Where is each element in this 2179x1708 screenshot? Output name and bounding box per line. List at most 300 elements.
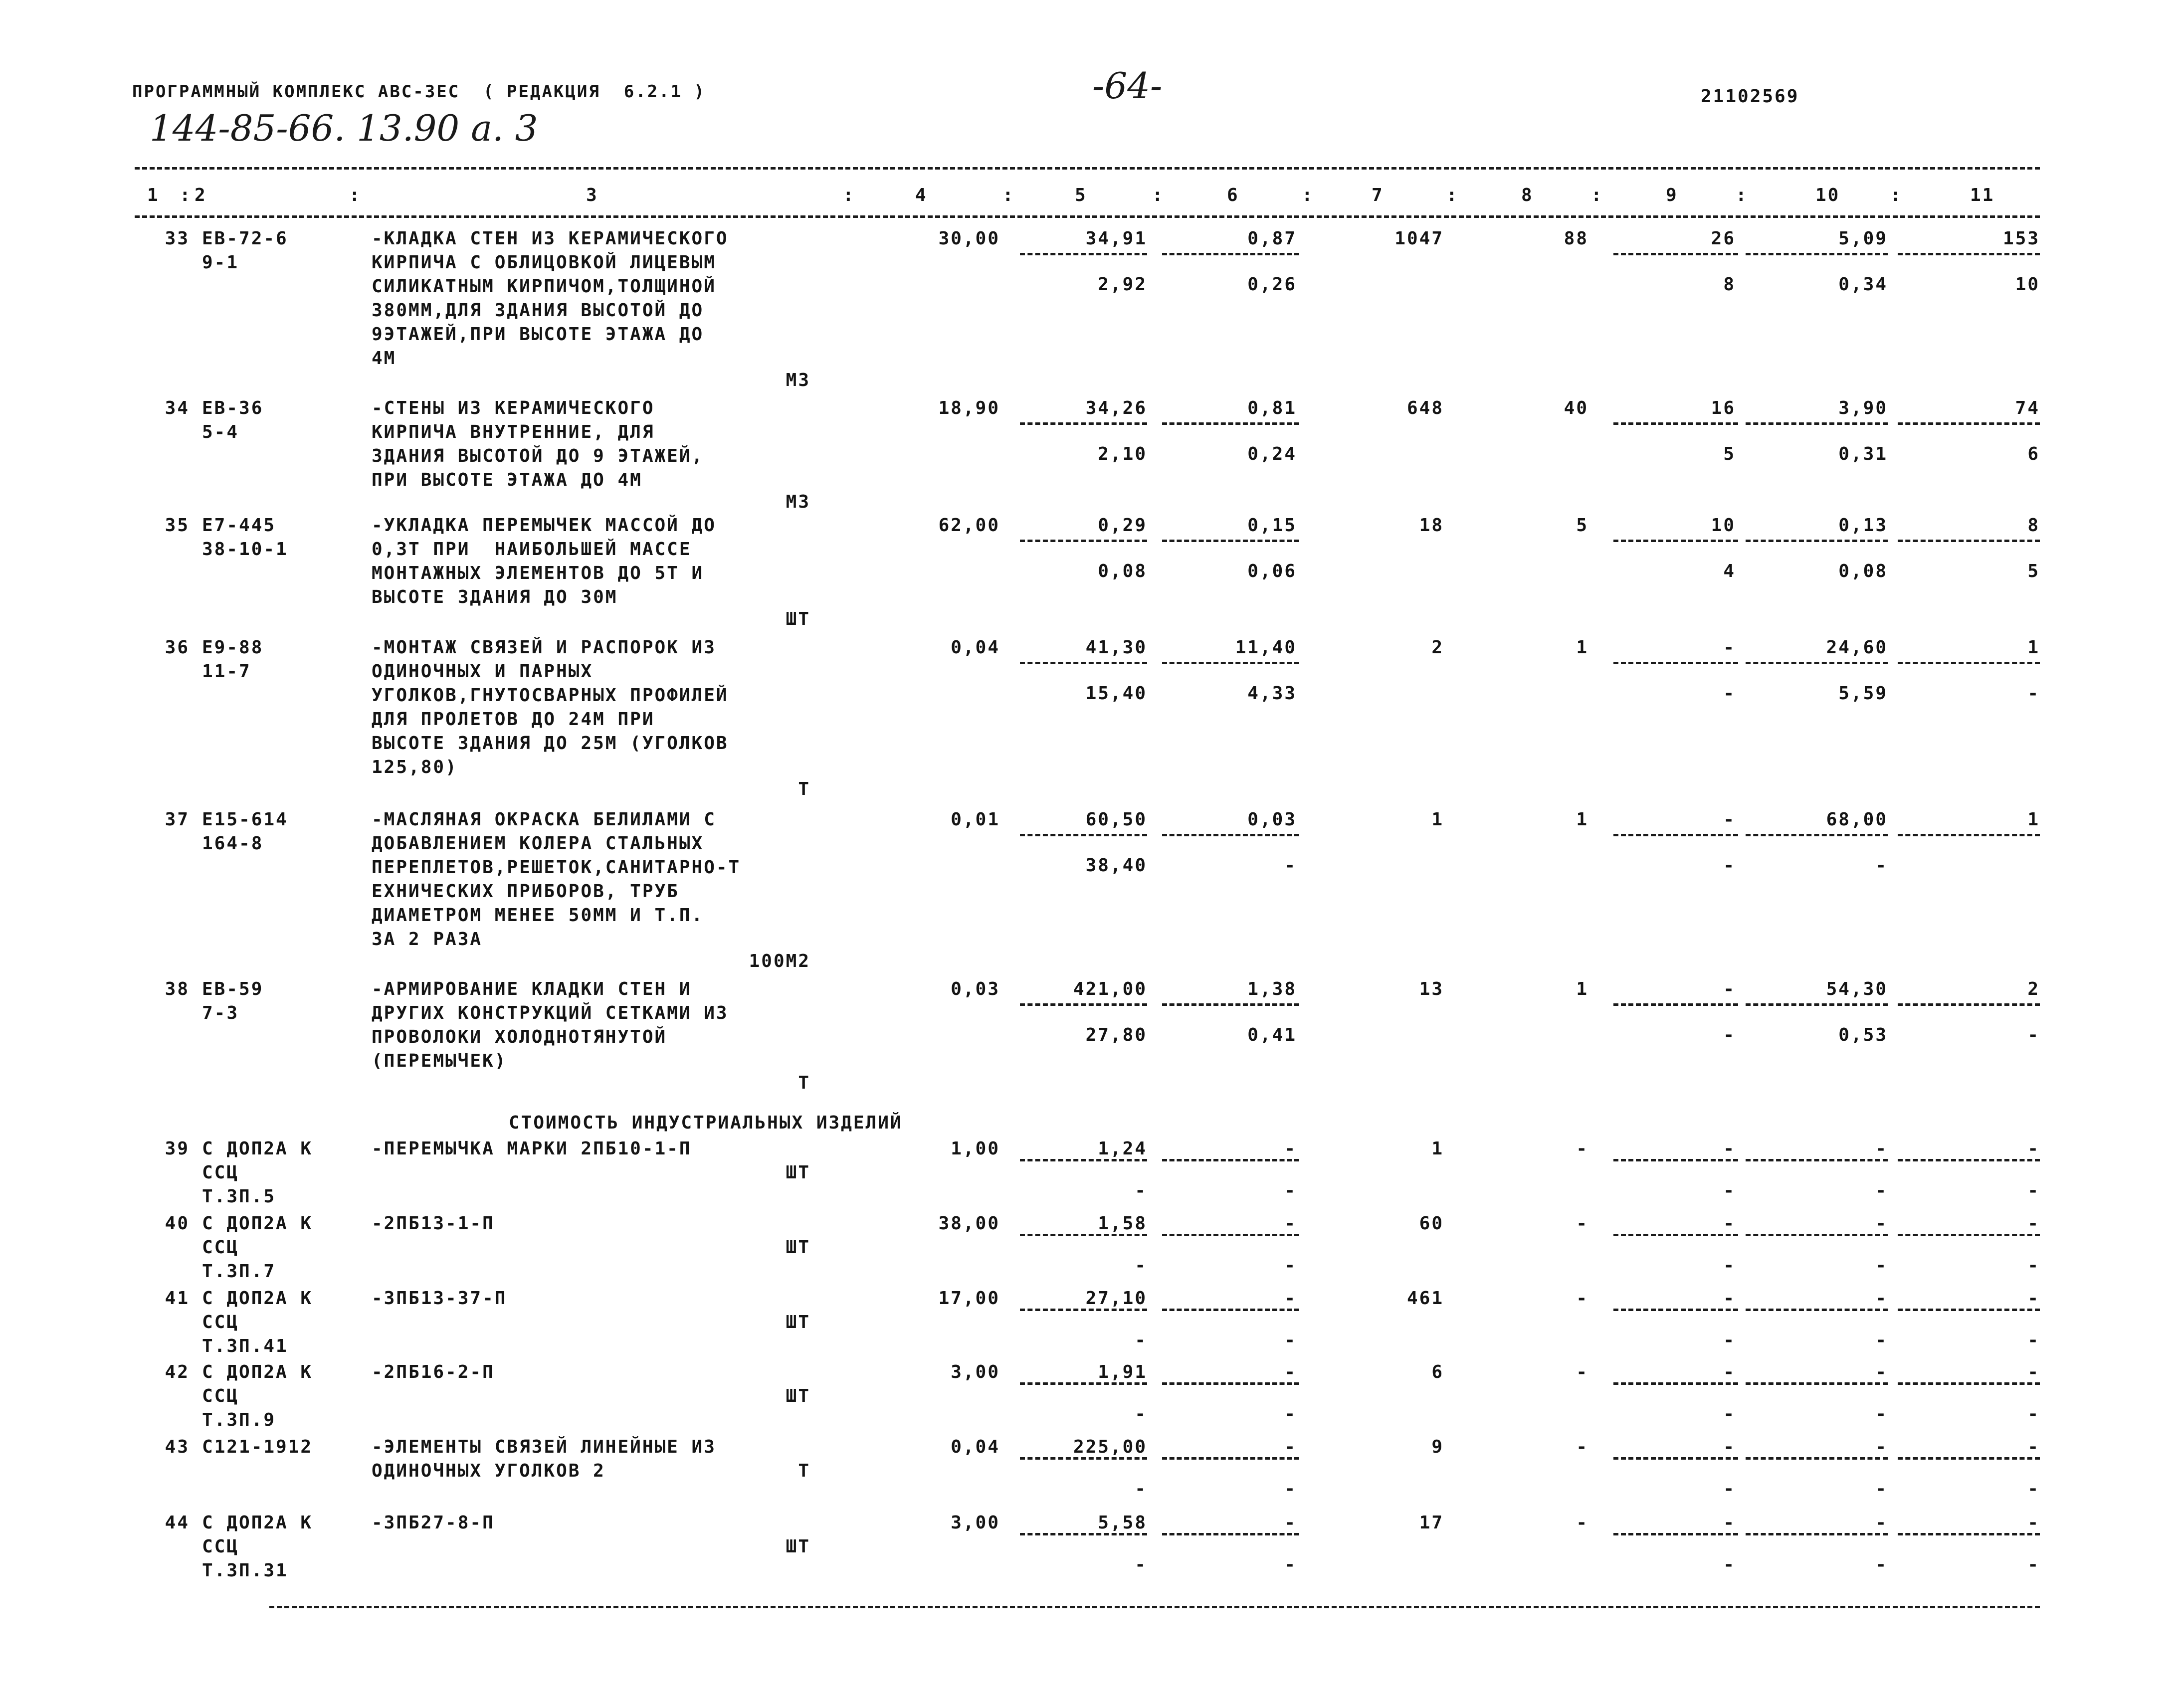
cell-c11-top: 74 xyxy=(2015,398,2040,418)
column-header-7: 7 xyxy=(1372,185,1384,205)
cell-divider-rule xyxy=(1020,253,1147,255)
cell-c8: - xyxy=(1576,1213,1588,1234)
cell-divider-rule xyxy=(1898,1382,2040,1385)
cell-divider-rule xyxy=(1162,1533,1299,1535)
cell-c5-bottom: 38,40 xyxy=(1085,855,1147,876)
cell-c6-bottom: 0,41 xyxy=(1247,1025,1297,1045)
cell-c6-bottom: 4,33 xyxy=(1247,683,1297,704)
column-separator: : xyxy=(1152,185,1165,205)
cell-c10-top: 54,30 xyxy=(1826,979,1888,999)
cell-c7: 13 xyxy=(1419,979,1444,999)
row-code: ЕВ-72-6 xyxy=(202,228,288,249)
cell-c9-bottom: - xyxy=(1723,1479,1736,1499)
cell-c11-top: - xyxy=(2027,1513,2040,1533)
row-description: ПЕРЕПЛЕТОВ,РЕШЕТОК,САНИТАРНО-Т xyxy=(372,857,741,878)
row-number: 44 xyxy=(165,1513,190,1533)
cell-divider-rule xyxy=(1162,1457,1299,1460)
cell-c10-top: - xyxy=(1875,1513,1888,1533)
row-description: -2ПБ16-2-П xyxy=(372,1362,495,1382)
cell-c11-bottom: 10 xyxy=(2015,274,2040,295)
row-code: Т.3П.5 xyxy=(202,1186,276,1207)
cell-c10-top: - xyxy=(1875,1437,1888,1457)
cell-c9-top: 16 xyxy=(1711,398,1736,418)
cell-c5-top: 1,58 xyxy=(1098,1213,1147,1234)
cell-divider-rule xyxy=(1613,1533,1738,1535)
unit-of-measure: М3 xyxy=(786,370,810,390)
page-number: -64- xyxy=(1092,65,1163,107)
row-description: ПРОВОЛОКИ ХОЛОДНОТЯНУТОЙ xyxy=(372,1027,667,1047)
cell-c10-top: 0,13 xyxy=(1838,515,1888,536)
cell-divider-rule xyxy=(1898,1309,2040,1311)
row-description: ВЫСОТЕ ЗДАНИЯ ДО 25М (УГОЛКОВ xyxy=(372,733,729,754)
row-code: Т.3П.31 xyxy=(202,1560,288,1581)
cell-c8: - xyxy=(1576,1288,1588,1309)
cell-c11-bottom: - xyxy=(2027,1025,2040,1045)
cell-c6-top: - xyxy=(1284,1437,1297,1457)
cell-c11-top: - xyxy=(2027,1139,2040,1159)
unit-of-measure: ШТ xyxy=(786,1312,810,1332)
quantity-value: 0,01 xyxy=(951,809,1000,830)
row-number: 38 xyxy=(165,979,190,999)
cell-divider-rule xyxy=(1898,1533,2040,1535)
cell-divider-rule xyxy=(1898,1003,2040,1006)
cell-c6-bottom: - xyxy=(1284,1330,1297,1350)
cell-divider-rule xyxy=(1746,1309,1888,1311)
cell-divider-rule xyxy=(1613,1309,1738,1311)
cell-c9-bottom: - xyxy=(1723,1404,1736,1424)
cell-c5-bottom: - xyxy=(1135,1479,1147,1499)
row-description: УГОЛКОВ,ГНУТОСВАРНЫХ ПРОФИЛЕЙ xyxy=(372,685,729,706)
cell-c8: 1 xyxy=(1576,809,1588,830)
row-description: -КЛАДКА СТЕН ИЗ КЕРАМИЧЕСКОГО xyxy=(372,228,729,249)
cell-c10-bottom: - xyxy=(1875,1554,1888,1575)
column-header-6: 6 xyxy=(1227,185,1239,205)
cell-c9-top: - xyxy=(1723,1362,1736,1382)
cell-c6-top: - xyxy=(1284,1213,1297,1234)
column-separator: : xyxy=(1302,185,1314,205)
row-description: 4М xyxy=(372,348,396,369)
cell-divider-rule xyxy=(1746,1234,1888,1236)
cell-divider-rule xyxy=(1613,1457,1738,1460)
cell-c10-top: 5,09 xyxy=(1838,228,1888,249)
column-header-11: 11 xyxy=(1970,185,1995,205)
cell-c10-top: - xyxy=(1875,1139,1888,1159)
cell-divider-rule xyxy=(1162,1003,1299,1006)
cell-c9-top: - xyxy=(1723,979,1736,999)
cell-divider-rule xyxy=(1746,540,1888,542)
row-number: 40 xyxy=(165,1213,190,1234)
row-number: 42 xyxy=(165,1362,190,1382)
cell-c10-bottom: - xyxy=(1875,1404,1888,1424)
cell-divider-rule xyxy=(1898,662,2040,664)
row-description: (ПЕРЕМЫЧЕК) xyxy=(372,1051,507,1071)
cell-c6-bottom: - xyxy=(1284,1479,1297,1499)
cell-divider-rule xyxy=(1613,1159,1738,1161)
document-code: 21102569 xyxy=(1701,86,1799,107)
cell-c5-top: 41,30 xyxy=(1085,637,1147,658)
cell-c5-top: 34,26 xyxy=(1085,398,1147,418)
row-description: -СТЕНЫ ИЗ КЕРАМИЧЕСКОГО xyxy=(372,398,655,418)
cell-c5-bottom: - xyxy=(1135,1180,1147,1201)
cell-c11-bottom: - xyxy=(2027,1180,2040,1201)
cell-divider-rule xyxy=(1020,1382,1147,1385)
row-code: ССЦ xyxy=(202,1162,239,1183)
cell-c5-top: 27,10 xyxy=(1085,1288,1147,1309)
header-bottom-rule xyxy=(135,215,2040,218)
cell-c8: 88 xyxy=(1564,228,1588,249)
cell-c6-top: 0,03 xyxy=(1247,809,1297,830)
cell-c7: 9 xyxy=(1431,1437,1444,1457)
cell-c9-bottom: 4 xyxy=(1723,561,1736,581)
row-code: ССЦ xyxy=(202,1237,239,1258)
row-number: 35 xyxy=(165,515,190,536)
cell-c6-bottom: - xyxy=(1284,855,1297,876)
cell-c5-top: 5,58 xyxy=(1098,1513,1147,1533)
cell-divider-rule xyxy=(1162,1382,1299,1385)
cell-c8: - xyxy=(1576,1513,1588,1533)
cell-divider-rule xyxy=(1613,662,1738,664)
cell-c11-top: - xyxy=(2027,1288,2040,1309)
cell-c5-bottom: 15,40 xyxy=(1085,683,1147,704)
cell-c5-bottom: 0,08 xyxy=(1098,561,1147,581)
cell-c6-top: - xyxy=(1284,1139,1297,1159)
cell-c6-bottom: 0,26 xyxy=(1247,274,1297,295)
cell-c7: 648 xyxy=(1406,398,1444,418)
unit-of-measure: ШТ xyxy=(786,609,810,629)
row-description: ДОБАВЛЕНИЕМ КОЛЕРА СТАЛЬНЫХ xyxy=(372,833,704,854)
cell-divider-rule xyxy=(1020,662,1147,664)
row-code: Е15-614 xyxy=(202,809,288,830)
cell-c5-top: 60,50 xyxy=(1085,809,1147,830)
cell-c11-bottom: - xyxy=(2027,1255,2040,1276)
row-code: С ДОП2А К xyxy=(202,1213,313,1234)
cell-c8: - xyxy=(1576,1362,1588,1382)
row-code: С121-1912 xyxy=(202,1437,313,1457)
cell-c9-top: - xyxy=(1723,1139,1736,1159)
cell-divider-rule xyxy=(1898,540,2040,542)
cell-divider-rule xyxy=(1613,1382,1738,1385)
cell-c5-bottom: - xyxy=(1135,1255,1147,1276)
cell-c11-top: 153 xyxy=(2002,228,2040,249)
row-code: С ДОП2А К xyxy=(202,1513,313,1533)
cell-c6-bottom: - xyxy=(1284,1554,1297,1575)
cell-divider-rule xyxy=(1020,1003,1147,1006)
cell-c11-bottom: 6 xyxy=(2027,444,2040,464)
cell-divider-rule xyxy=(1613,834,1738,836)
cell-c9-top: - xyxy=(1723,1437,1736,1457)
row-code: 164-8 xyxy=(202,833,264,854)
row-code: ЕВ-59 xyxy=(202,979,264,999)
cell-c10-bottom: - xyxy=(1875,1479,1888,1499)
cell-c6-top: 0,81 xyxy=(1247,398,1297,418)
unit-of-measure: ШТ xyxy=(786,1162,810,1183)
cell-c10-top: 24,60 xyxy=(1826,637,1888,658)
column-separator: : xyxy=(1591,185,1603,205)
row-code: ССЦ xyxy=(202,1536,239,1557)
cell-divider-rule xyxy=(1613,422,1738,425)
row-description: ЗА 2 РАЗА xyxy=(372,929,483,949)
cell-c7: 461 xyxy=(1406,1288,1444,1309)
cell-c7: 1 xyxy=(1431,1139,1444,1159)
column-separator: : xyxy=(1446,185,1459,205)
row-code: 38-10-1 xyxy=(202,539,288,560)
cell-c10-bottom: - xyxy=(1875,855,1888,876)
cell-c9-top: - xyxy=(1723,1288,1736,1309)
unit-of-measure: Т xyxy=(798,1461,810,1481)
cell-c6-top: 1,38 xyxy=(1247,979,1297,999)
cell-divider-rule xyxy=(1613,1234,1738,1236)
row-description: ПРИ ВЫСОТЕ ЭТАЖА ДО 4М xyxy=(372,470,642,490)
unit-of-measure: 100М2 xyxy=(749,951,810,971)
row-code: Т.3П.7 xyxy=(202,1261,276,1282)
cell-divider-rule xyxy=(1746,1533,1888,1535)
cell-divider-rule xyxy=(1020,1234,1147,1236)
quantity-value: 62,00 xyxy=(938,515,1000,536)
cell-divider-rule xyxy=(1746,422,1888,425)
row-code: Е7-445 xyxy=(202,515,276,536)
cell-c9-bottom: - xyxy=(1723,1255,1736,1276)
column-header-5: 5 xyxy=(1075,185,1087,205)
table-bottom-rule xyxy=(269,1606,2040,1608)
cell-c6-bottom: - xyxy=(1284,1255,1297,1276)
cell-c5-top: 1,91 xyxy=(1098,1362,1147,1382)
cell-c10-bottom: - xyxy=(1875,1180,1888,1201)
row-code: 7-3 xyxy=(202,1003,239,1023)
row-number: 36 xyxy=(165,637,190,658)
row-number: 34 xyxy=(165,398,190,418)
cell-c11-bottom: - xyxy=(2027,1554,2040,1575)
cell-divider-rule xyxy=(1613,540,1738,542)
cell-divider-rule xyxy=(1746,1003,1888,1006)
cell-c8: - xyxy=(1576,1139,1588,1159)
row-description: -2ПБ13-1-П xyxy=(372,1213,495,1234)
column-header-10: 10 xyxy=(1815,185,1840,205)
cell-divider-rule xyxy=(1020,834,1147,836)
cell-c9-top: - xyxy=(1723,1213,1736,1234)
program-title: ПРОГРАММНЫЙ КОМПЛЕКС АВС-ЗЕС ( РЕДАКЦИЯ 6.2.1 ) xyxy=(132,82,706,102)
cell-divider-rule xyxy=(1020,1533,1147,1535)
cell-c7: 18 xyxy=(1419,515,1444,536)
row-code: ССЦ xyxy=(202,1312,239,1332)
cell-divider-rule xyxy=(1613,1003,1738,1006)
cell-c7: 6 xyxy=(1431,1362,1444,1382)
cell-c5-top: 34,91 xyxy=(1085,228,1147,249)
cell-c8: - xyxy=(1576,1437,1588,1457)
cell-c6-top: 0,87 xyxy=(1247,228,1297,249)
cell-c10-top: - xyxy=(1875,1213,1888,1234)
row-description: -МАСЛЯНАЯ ОКРАСКА БЕЛИЛАМИ С xyxy=(372,809,716,830)
cell-c6-bottom: 0,24 xyxy=(1247,444,1297,464)
cell-c11-bottom: - xyxy=(2027,1330,2040,1350)
row-description: ДРУГИХ КОНСТРУКЦИЙ СЕТКАМИ ИЗ xyxy=(372,1003,729,1023)
cell-c6-bottom: - xyxy=(1284,1180,1297,1201)
cell-c7: 1047 xyxy=(1394,228,1444,249)
quantity-value: 3,00 xyxy=(951,1362,1000,1382)
cell-c10-top: - xyxy=(1875,1288,1888,1309)
header-top-rule xyxy=(135,167,2040,170)
cell-divider-rule xyxy=(1162,422,1299,425)
cell-c9-top: 10 xyxy=(1711,515,1736,536)
cell-c8: 5 xyxy=(1576,515,1588,536)
cell-c8: 40 xyxy=(1564,398,1588,418)
cell-divider-rule xyxy=(1746,1457,1888,1460)
cell-c6-bottom: - xyxy=(1284,1404,1297,1424)
document-reference: 144-85-66. 13.90 a. 3 xyxy=(150,107,538,149)
quantity-value: 18,90 xyxy=(938,398,1000,418)
row-description: ДЛЯ ПРОЛЕТОВ ДО 24М ПРИ xyxy=(372,709,655,730)
row-code: С ДОП2А К xyxy=(202,1139,313,1159)
row-description: -МОНТАЖ СВЯЗЕЙ И РАСПОРОК ИЗ xyxy=(372,637,716,658)
column-separator: : xyxy=(180,185,192,205)
row-code: 11-7 xyxy=(202,661,251,682)
cell-c8: 1 xyxy=(1576,979,1588,999)
quantity-value: 0,03 xyxy=(951,979,1000,999)
row-code: С ДОП2А К xyxy=(202,1362,313,1382)
row-description: ОДИНОЧНЫХ УГОЛКОВ 2 xyxy=(372,1461,605,1481)
cell-c11-top: 1 xyxy=(2027,809,2040,830)
cell-divider-rule xyxy=(1898,1457,2040,1460)
row-description: -3ПБ13-37-П xyxy=(372,1288,507,1309)
unit-of-measure: М3 xyxy=(786,492,810,512)
row-description: 125,80) xyxy=(372,757,458,777)
cell-c9-bottom: - xyxy=(1723,1180,1736,1201)
cell-c10-bottom: 0,53 xyxy=(1838,1025,1888,1045)
column-separator: : xyxy=(1890,185,1903,205)
cell-c5-bottom: 27,80 xyxy=(1085,1025,1147,1045)
cell-c9-bottom: - xyxy=(1723,1330,1736,1350)
column-header-2: 2 xyxy=(195,185,207,205)
cell-c6-top: - xyxy=(1284,1288,1297,1309)
cell-c11-bottom: - xyxy=(2027,1479,2040,1499)
quantity-value: 38,00 xyxy=(938,1213,1000,1234)
row-number: 39 xyxy=(165,1139,190,1159)
row-description: 380ММ,ДЛЯ ЗДАНИЯ ВЫСОТОЙ ДО xyxy=(372,300,704,321)
cell-c9-top: - xyxy=(1723,809,1736,830)
cell-c5-bottom: - xyxy=(1135,1554,1147,1575)
row-description: ВЫСОТЕ ЗДАНИЯ ДО 30М xyxy=(372,587,618,607)
unit-of-measure: ШТ xyxy=(786,1536,810,1557)
cell-c9-bottom: 5 xyxy=(1723,444,1736,464)
row-description: -АРМИРОВАНИЕ КЛАДКИ СТЕН И xyxy=(372,979,692,999)
cell-c11-top: - xyxy=(2027,1213,2040,1234)
cell-c8: 1 xyxy=(1576,637,1588,658)
cell-c5-top: 0,29 xyxy=(1098,515,1147,536)
cell-c10-bottom: - xyxy=(1875,1255,1888,1276)
cell-divider-rule xyxy=(1746,1382,1888,1385)
cell-c11-top: - xyxy=(2027,1437,2040,1457)
row-code: Е9-88 xyxy=(202,637,264,658)
row-description: -УКЛАДКА ПЕРЕМЫЧЕК МАССОЙ ДО xyxy=(372,515,716,536)
column-header-8: 8 xyxy=(1521,185,1534,205)
quantity-value: 3,00 xyxy=(951,1513,1000,1533)
cell-c6-bottom: 0,06 xyxy=(1247,561,1297,581)
cell-c10-bottom: 0,08 xyxy=(1838,561,1888,581)
cell-c5-top: 421,00 xyxy=(1073,979,1147,999)
cell-divider-rule xyxy=(1746,662,1888,664)
row-description: КИРПИЧА ВНУТРЕННИЕ, ДЛЯ xyxy=(372,422,655,442)
cell-divider-rule xyxy=(1162,253,1299,255)
cell-c7: 60 xyxy=(1419,1213,1444,1234)
cell-divider-rule xyxy=(1746,1159,1888,1161)
row-description: КИРПИЧА С ОБЛИЦОВКОЙ ЛИЦЕВЫМ xyxy=(372,252,716,273)
row-code: 5-4 xyxy=(202,422,239,442)
cell-c10-top: 68,00 xyxy=(1826,809,1888,830)
section-title: СТОИМОСТЬ ИНДУСТРИАЛЬНЫХ ИЗДЕЛИЙ xyxy=(509,1113,903,1133)
cell-c11-top: 8 xyxy=(2027,515,2040,536)
cell-c11-top: 2 xyxy=(2027,979,2040,999)
cell-c5-bottom: 2,92 xyxy=(1098,274,1147,295)
row-description: ДИАМЕТРОМ МЕНЕЕ 50ММ И Т.П. xyxy=(372,905,704,926)
cell-c5-bottom: 2,10 xyxy=(1098,444,1147,464)
cell-c5-bottom: - xyxy=(1135,1330,1147,1350)
row-description: ЗДАНИЯ ВЫСОТОЙ ДО 9 ЭТАЖЕЙ, xyxy=(372,446,704,466)
row-description: -ЭЛЕМЕНТЫ СВЯЗЕЙ ЛИНЕЙНЫЕ ИЗ xyxy=(372,1437,716,1457)
column-header-9: 9 xyxy=(1666,185,1678,205)
row-code: Т.3П.9 xyxy=(202,1410,276,1430)
cell-c11-bottom: - xyxy=(2027,1404,2040,1424)
cell-c9-bottom: 8 xyxy=(1723,274,1736,295)
row-number: 41 xyxy=(165,1288,190,1309)
cell-c6-top: - xyxy=(1284,1513,1297,1533)
cell-divider-rule xyxy=(1020,422,1147,425)
row-code: ССЦ xyxy=(202,1386,239,1406)
row-description: -ПЕРЕМЫЧКА МАРКИ 2ПБ10-1-П xyxy=(372,1139,692,1159)
unit-of-measure: ШТ xyxy=(786,1237,810,1258)
row-number: 33 xyxy=(165,228,190,249)
row-description: -3ПБ27-8-П xyxy=(372,1513,495,1533)
cell-divider-rule xyxy=(1898,1234,2040,1236)
quantity-value: 1,00 xyxy=(951,1139,1000,1159)
cell-c5-top: 1,24 xyxy=(1098,1139,1147,1159)
cell-c11-top: 1 xyxy=(2027,637,2040,658)
cell-divider-rule xyxy=(1020,1457,1147,1460)
cell-c5-top: 225,00 xyxy=(1073,1437,1147,1457)
row-description: 9ЭТАЖЕЙ,ПРИ ВЫСОТЕ ЭТАЖА ДО xyxy=(372,324,704,345)
cell-c9-bottom: - xyxy=(1723,1025,1736,1045)
cell-c7: 2 xyxy=(1431,637,1444,658)
quantity-value: 0,04 xyxy=(951,637,1000,658)
cell-divider-rule xyxy=(1162,834,1299,836)
cell-c9-top: 26 xyxy=(1711,228,1736,249)
column-separator: : xyxy=(843,185,855,205)
cell-divider-rule xyxy=(1613,253,1738,255)
cell-c7: 1 xyxy=(1431,809,1444,830)
quantity-value: 17,00 xyxy=(938,1288,1000,1309)
cell-divider-rule xyxy=(1898,253,2040,255)
cell-divider-rule xyxy=(1020,1159,1147,1161)
row-code: Т.3П.41 xyxy=(202,1336,288,1356)
cell-c9-top: - xyxy=(1723,1513,1736,1533)
cell-divider-rule xyxy=(1162,1159,1299,1161)
row-description: СИЛИКАТНЫМ КИРПИЧОМ,ТОЛЩИНОЙ xyxy=(372,276,716,297)
unit-of-measure: Т xyxy=(798,779,810,799)
cell-divider-rule xyxy=(1898,834,2040,836)
cell-c10-top: - xyxy=(1875,1362,1888,1382)
cell-divider-rule xyxy=(1898,422,2040,425)
quantity-value: 0,04 xyxy=(951,1437,1000,1457)
row-number: 43 xyxy=(165,1437,190,1457)
column-separator: : xyxy=(1002,185,1015,205)
cell-c11-bottom: 5 xyxy=(2027,561,2040,581)
cell-c9-bottom: - xyxy=(1723,683,1736,704)
cell-c9-bottom: - xyxy=(1723,1554,1736,1575)
cell-c6-top: 0,15 xyxy=(1247,515,1297,536)
unit-of-measure: ШТ xyxy=(786,1386,810,1406)
cell-divider-rule xyxy=(1020,540,1147,542)
column-separator: : xyxy=(349,185,362,205)
cell-c11-top: - xyxy=(2027,1362,2040,1382)
row-description: 0,3Т ПРИ НАИБОЛЬШЕЙ МАССЕ xyxy=(372,539,692,560)
